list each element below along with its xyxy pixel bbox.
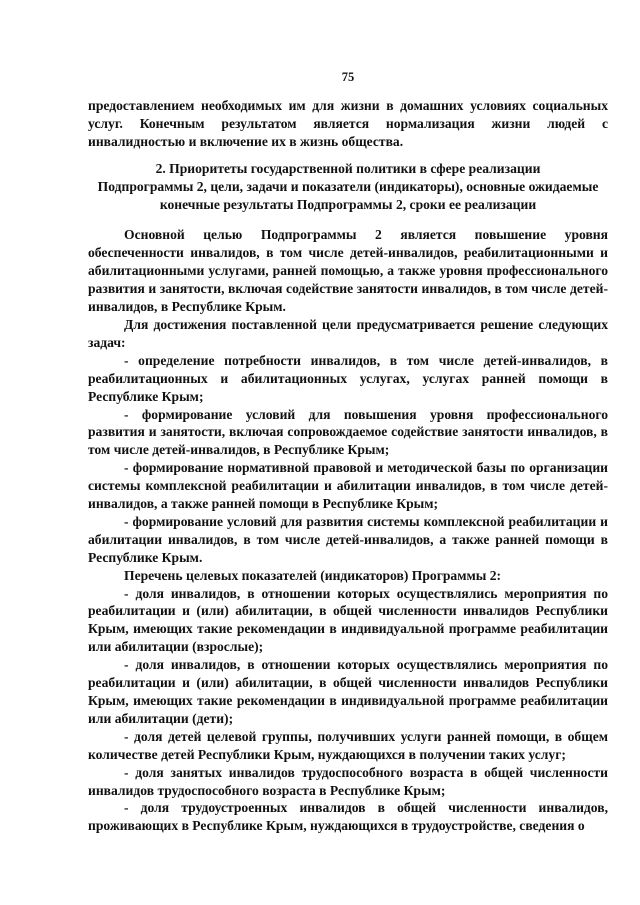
tasks-intro: Для достижения поставленной цели предусматривается решение следующих задач: — [88, 316, 608, 350]
indicator-item: - доля инвалидов, в отношении которых осуществлялись мероприятия по реабилитации и (или) абилитации, в общей численности инвалидов Республики Крым, имеющих такие рекомендации в индивидуальной программе реабилитации или абилитации (дети); — [88, 657, 608, 726]
indicator-item: - доля трудоустроенных инвалидов в общей численности инвалидов, проживающих в Республике Крым, нуждающихся в трудоустройстве, сведения о — [88, 800, 608, 834]
section-heading-line-1: 2. Приоритеты государственной политики в сфере реализации — [155, 160, 541, 176]
intro-paragraph: предоставлением необходимых им для жизни в домашних условиях социальных услуг. Конечным результатом является нормализация жизни людей с инвалидностью и включение их в жизнь общества. — [88, 98, 608, 149]
task-item: - формирование условий для развития системы комплексной реабилитации и абилитации инвалидов, в том числе детей-инвалидов, а также ранней помощи в Республике Крым. — [88, 513, 608, 565]
page-number: 75 — [341, 70, 355, 84]
indicators-intro: Перечень целевых показателей (индикаторов) Программы 2: — [124, 567, 502, 583]
indicator-item: - доля инвалидов, в отношении которых осуществлялись мероприятия по реабилитации и (или) абилитации, в общей численности инвалидов Республики Крым, имеющих такие рекомендации в индивидуальной программе реабилитации или абилитации (взрослые); — [88, 585, 608, 655]
section-heading-line-3: конечные результаты Подпрограммы 2, сроки ее реализации — [159, 196, 537, 212]
indicator-item: - доля занятых инвалидов трудоспособного возраста в общей численности инвалидов трудоспособного возраста в Республике Крым; — [88, 764, 608, 798]
goal-paragraph: Основной целью Подпрограммы 2 является повышение уровня обеспеченности инвалидов, в том числе детей-инвалидов, реабилитационными и абилитационными услугами, ранней помощью, а также уровня профессионального развития и занятости, включая содействие занятости инвалидов, в том числе детей-инвалидов, в Республике Крым. — [88, 227, 608, 315]
section-heading — [88, 160, 608, 214]
indicator-item: - доля детей целевой группы, получивших услуги ранней помощи, в общем количестве детей Республики Крым, нуждающихся в получении таких услуг; — [88, 728, 608, 762]
section-heading-line-2: Подпрограммы 2, цели, задачи и показатели (индикаторы), основные ожидаемые — [97, 178, 599, 194]
task-item: - определение потребности инвалидов, в том числе детей-инвалидов, в реабилитационных и абилитационных услугах, услугах ранней помощи в Республике Крым; — [88, 352, 608, 404]
task-item: - формирование нормативной правовой и методической базы по организации системы комплексной реабилитации и абилитации инвалидов, в том числе детей-инвалидов, а также ранней помощи в Республике Крым; — [88, 460, 608, 512]
task-item: - формирование условий для повышения уровня профессионального развития и занятости, включая сопровождаемое содействие занятости инвалидов, в том числе детей-инвалидов, в Республике Крым; — [88, 406, 608, 458]
